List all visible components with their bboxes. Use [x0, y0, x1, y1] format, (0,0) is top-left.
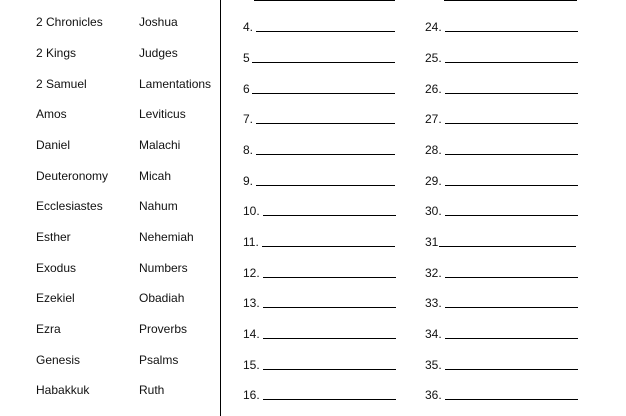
answer-row	[243, 174, 395, 188]
word-bank-item: Nehemiah	[139, 230, 194, 244]
answer-row	[243, 358, 396, 372]
answer-blank[interactable]	[262, 235, 395, 247]
answer-number: 11.	[243, 235, 259, 249]
answer-blank[interactable]	[445, 358, 578, 370]
answer-blank[interactable]	[439, 235, 576, 247]
answer-blank[interactable]	[445, 82, 578, 94]
answer-blank[interactable]	[256, 20, 395, 32]
answer-row	[425, 20, 578, 34]
answer-blank[interactable]	[256, 174, 395, 186]
word-bank-item: Genesis	[36, 353, 81, 367]
word-bank-item: Ecclesiastes	[36, 199, 103, 213]
word-bank-item: 2 Samuel	[36, 77, 87, 91]
answer-number: 33.	[425, 296, 442, 310]
answer-row	[243, 51, 395, 65]
word-bank-item: Amos	[36, 107, 67, 121]
answer-row	[425, 296, 578, 310]
answer-number: 15.	[243, 358, 260, 372]
answer-row	[425, 204, 578, 218]
word-bank-item: Habakkuk	[36, 383, 90, 397]
answer-blank[interactable]	[445, 327, 578, 339]
word-bank-item: Psalms	[139, 353, 179, 367]
word-bank-item: Esther	[36, 230, 71, 244]
answer-number: 29.	[425, 174, 442, 188]
answer-blank[interactable]	[445, 20, 578, 32]
answer-blank[interactable]	[252, 51, 395, 63]
word-bank-item: Exodus	[36, 261, 77, 275]
answer-number: 13.	[243, 296, 260, 310]
answer-blank[interactable]	[256, 143, 395, 155]
word-bank-item: Leviticus	[139, 107, 186, 121]
answer-row	[243, 266, 396, 280]
answer-number: 32.	[425, 266, 442, 280]
answer-row	[425, 143, 578, 157]
answer-row	[425, 51, 578, 65]
answer-number: 7.	[243, 112, 254, 126]
answer-row	[425, 82, 578, 96]
answer-row	[243, 82, 395, 96]
word-bank-item: Obadiah	[139, 291, 185, 305]
answer-number: 6	[243, 82, 250, 96]
answer-blank[interactable]	[263, 266, 396, 278]
answer-blank[interactable]	[445, 388, 578, 400]
word-bank-item: Proverbs	[139, 322, 188, 336]
answer-row	[243, 296, 396, 310]
answer-blank[interactable]	[256, 112, 395, 124]
answer-blank[interactable]	[445, 51, 578, 63]
answer-number: 9.	[243, 174, 254, 188]
answer-number: 28.	[425, 143, 442, 157]
answer-blank[interactable]	[263, 358, 396, 370]
answer-blank[interactable]	[263, 204, 396, 216]
word-bank-item: 2 Kings	[36, 46, 77, 60]
answer-number: 36.	[425, 388, 442, 402]
word-bank-item: 2 Chronicles	[36, 15, 103, 29]
answer-row	[243, 327, 396, 341]
answer-blank[interactable]	[445, 174, 578, 186]
word-bank-item: Ezekiel	[36, 291, 75, 305]
word-bank-item: Malachi	[139, 138, 181, 152]
answer-blank[interactable]	[445, 112, 578, 124]
word-bank-item: Numbers	[139, 261, 188, 275]
answer-row	[425, 174, 578, 188]
answer-row	[425, 358, 578, 372]
answer-number: 30.	[425, 204, 442, 218]
answer-blank[interactable]	[252, 82, 395, 94]
answer-number: 16.	[243, 388, 260, 402]
answer-number: 10.	[243, 204, 260, 218]
word-bank-item: Joshua	[139, 15, 178, 29]
answer-number: 5	[243, 51, 250, 65]
answer-number: 4.	[243, 20, 254, 34]
answer-blank[interactable]	[445, 143, 578, 155]
answer-blank[interactable]	[445, 266, 578, 278]
answer-row	[425, 327, 578, 341]
answer-row	[243, 143, 395, 157]
answer-row	[243, 235, 395, 249]
word-bank-item: Lamentations	[139, 77, 212, 91]
answer-blank[interactable]	[263, 388, 396, 400]
answer-row	[243, 204, 396, 218]
answer-number: 24.	[425, 20, 442, 34]
answer-number: 31	[425, 235, 439, 249]
word-bank-item: Ezra	[36, 322, 61, 336]
word-bank-item: Micah	[139, 169, 172, 183]
answer-row	[425, 235, 576, 249]
answer-number: 14.	[243, 327, 260, 341]
answer-blank[interactable]	[445, 296, 578, 308]
answer-number: 8.	[243, 143, 254, 157]
word-bank-item: Daniel	[36, 138, 71, 152]
word-bank-item: Judges	[139, 46, 178, 60]
word-bank-item: Deuteronomy	[36, 169, 109, 183]
answer-blank[interactable]	[445, 204, 578, 216]
answer-number: 12.	[243, 266, 260, 280]
answer-number: 27.	[425, 112, 442, 126]
answer-row	[425, 266, 578, 280]
answer-blank[interactable]	[263, 327, 396, 339]
word-bank-item: Ruth	[139, 383, 165, 397]
answer-row	[243, 112, 395, 126]
word-bank-item: Nahum	[139, 199, 178, 213]
answer-row	[425, 112, 578, 126]
answer-number: 34.	[425, 327, 442, 341]
answer-number: 35.	[425, 358, 442, 372]
answer-blank[interactable]	[263, 296, 396, 308]
answer-number: 25.	[425, 51, 442, 65]
answer-number: 26.	[425, 82, 442, 96]
answer-row	[243, 20, 395, 34]
